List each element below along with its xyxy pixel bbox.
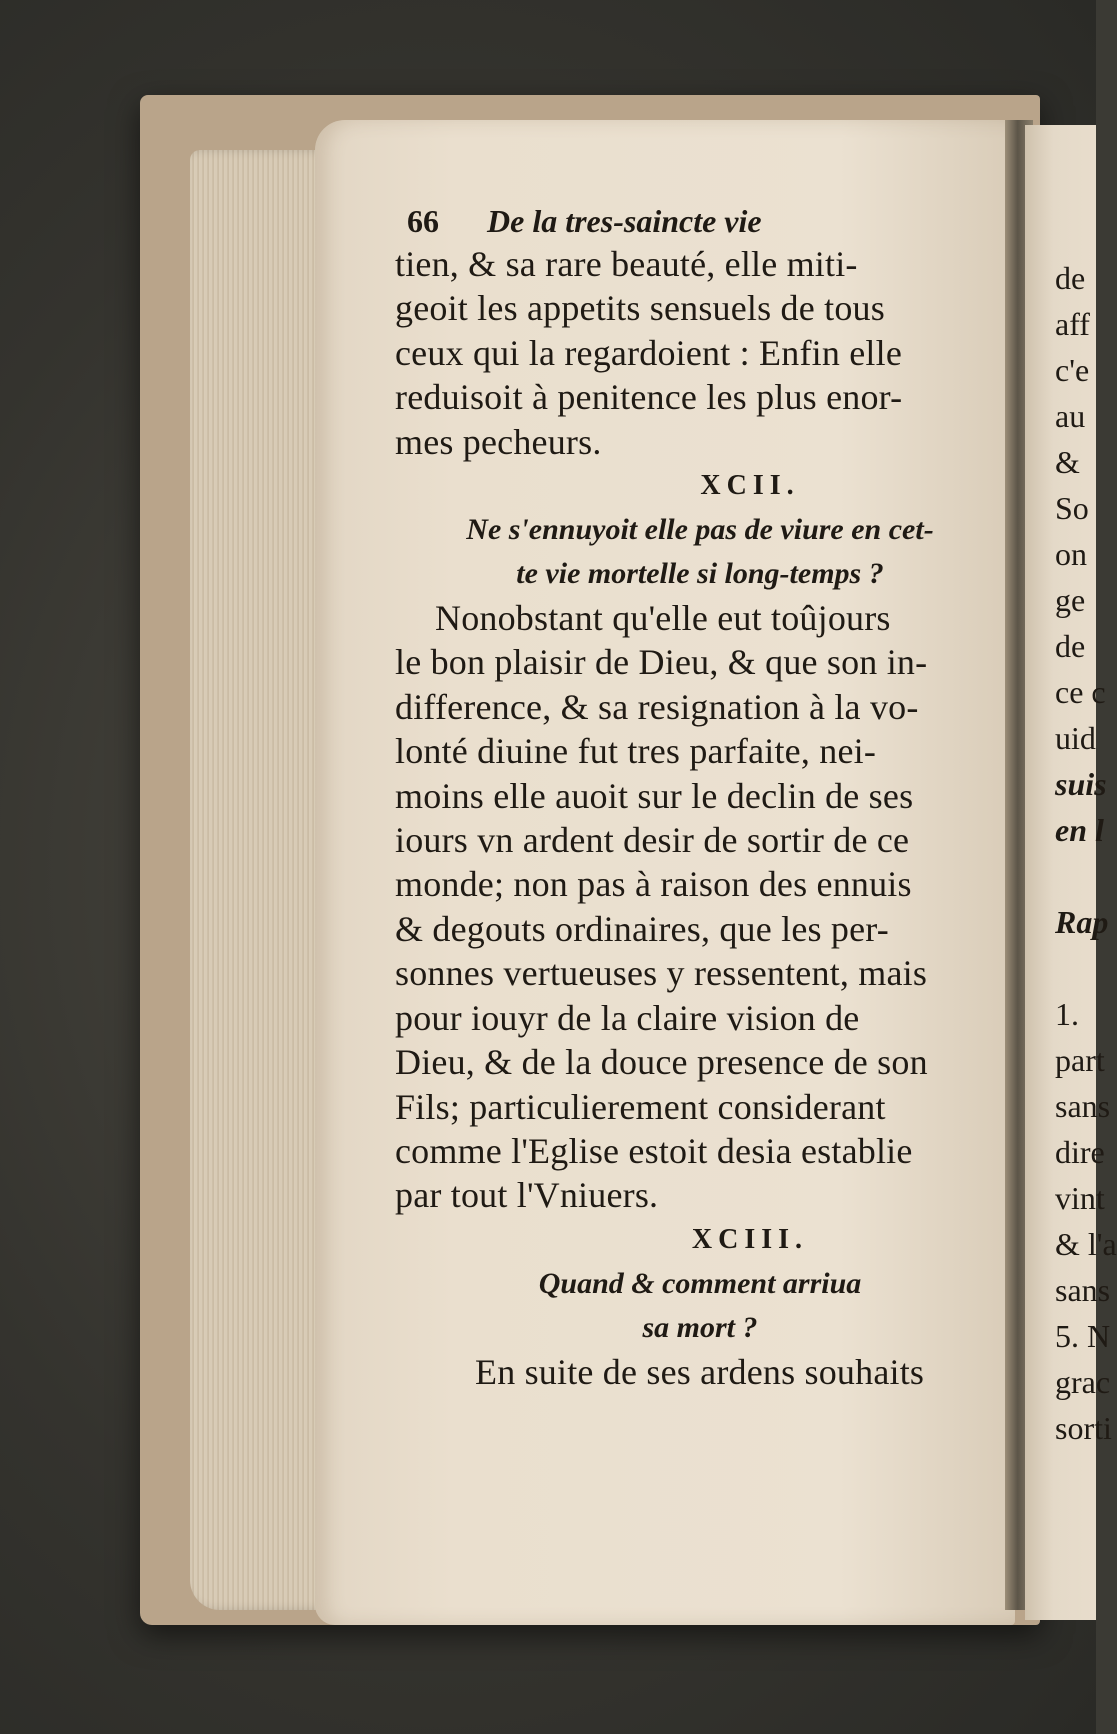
fragment-line: ge: [1055, 582, 1086, 618]
text-line: moins elle auoit sur le declin de ses: [395, 775, 914, 816]
page-number: 66: [407, 202, 439, 239]
text-line: comme l'Eglise estoit desia establie: [395, 1130, 913, 1171]
fragment-line: 5. N: [1055, 1318, 1111, 1354]
text-line: Dieu, & de la douce presence de son: [395, 1042, 928, 1083]
text-line: mes pecheurs.: [395, 421, 602, 462]
left-page-text: [395, 200, 1005, 1394]
question-line: te vie mortelle si long-temps ?: [516, 557, 884, 591]
fragment-line: 1.: [1055, 996, 1079, 1032]
text-line: En suite de ses ardens souhaits: [475, 1351, 925, 1392]
fragment-line: uid: [1055, 720, 1096, 756]
text-line: pour iouyr de la claire vision de: [395, 997, 860, 1038]
running-head-title: De la tres-saincte vie: [487, 202, 762, 239]
text-line: sonnes vertueuses y ressentent, mais: [395, 953, 928, 994]
text-line: reduisoit à penitence les plus enor-: [395, 377, 903, 418]
running-head: [407, 200, 1005, 242]
question-line: sa mort ?: [642, 1310, 758, 1344]
section-numeral-xcii: XCII.: [700, 470, 800, 502]
fragment-line: de: [1055, 628, 1086, 664]
fragment-line: &: [1055, 444, 1080, 480]
text-line: Nonobstant qu'elle eut toûjours: [435, 598, 891, 639]
fragment-line: au: [1055, 398, 1086, 434]
text-line: ceux qui la regardoient : Enfin elle: [395, 332, 902, 373]
fragment-line: [1055, 853, 1096, 899]
section-numeral-xciii: XCIII.: [691, 1223, 809, 1255]
text-line: geoit les appetits sensuels de tous: [395, 288, 885, 329]
text-line: iours vn ardent desir de sortir de ce: [395, 820, 910, 861]
text-line: lonté diuine fut tres parfaite, nei-: [395, 731, 877, 772]
text-line: monde; non pas à raison des ennuis: [395, 864, 912, 905]
text-line: Fils; particulierement considerant: [395, 1086, 886, 1127]
question-line: Ne s'ennuyoit elle pas de viure en cet-: [466, 513, 934, 547]
text-line: & degouts ordinaires, que les per-: [395, 908, 889, 949]
fragment-line: de: [1055, 260, 1086, 296]
text-line: tien, & sa rare beauté, elle miti-: [395, 244, 858, 284]
page-edges: [190, 150, 330, 1610]
fragment-line: suis: [1055, 766, 1107, 802]
paragraph-1: [395, 242, 1005, 464]
fragment-line: [1055, 945, 1096, 991]
fragment-line: ce c: [1055, 674, 1106, 710]
text-line: le bon plaisir de Dieu, & que son in-: [395, 642, 928, 683]
text-line: par tout l'Vniuers.: [395, 1175, 659, 1216]
fragment-line: vint: [1055, 1180, 1105, 1216]
fragment-line: So: [1055, 490, 1089, 526]
fragment-line: & l'a: [1055, 1226, 1117, 1262]
fragment-line: aff: [1055, 306, 1090, 342]
text-line: difference, & sa resignation à la vo-: [395, 686, 919, 727]
fragment-line: sorti: [1055, 1410, 1112, 1446]
right-page-text-fragments: [1055, 255, 1117, 1451]
fragment-line: sans: [1055, 1088, 1111, 1124]
question-line: Quand & comment arriua: [538, 1266, 862, 1300]
fragment-line: c'e: [1055, 352, 1090, 388]
fragment-line: part: [1055, 1042, 1105, 1078]
fragment-line: dire: [1055, 1134, 1105, 1170]
fragment-line: Rap: [1055, 904, 1109, 940]
fragment-line: on: [1055, 536, 1087, 572]
fragment-line: en l: [1055, 812, 1104, 848]
fragment-line: sans: [1055, 1272, 1111, 1308]
answer-xcii: [395, 596, 1005, 1218]
fragment-line: grac: [1055, 1364, 1111, 1400]
